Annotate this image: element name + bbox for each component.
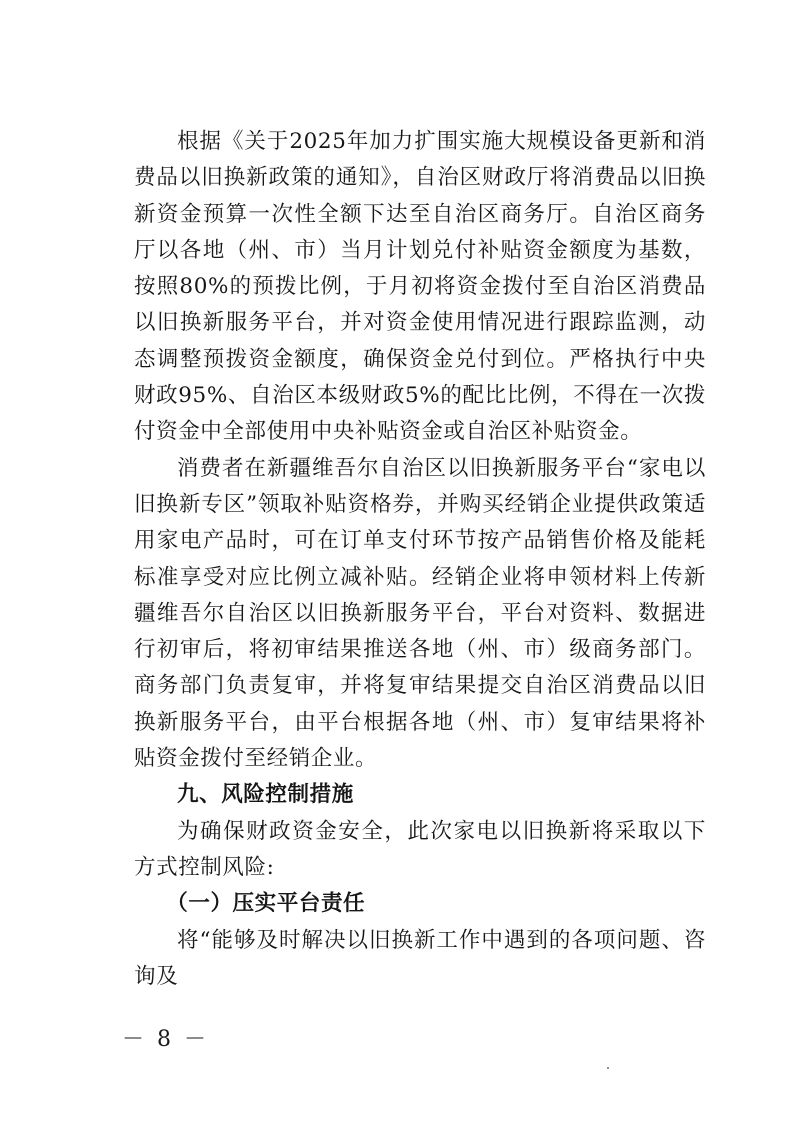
subsection-heading: （一）压实平台责任 <box>166 891 366 917</box>
scan-speck <box>607 1067 609 1069</box>
section-heading: 九、风险控制措施 <box>177 782 354 808</box>
paragraph-funding: 根据《关于2025年加力扩围实施大规模设备更新和消费品以旧换新政策的通知》，自治区财政厅将消费品以旧换新资金预算一次性全额下达至自治区商务厅。自治区商务厅以各地（州、市）当月计划兑付补贴资金额度为基数，按照80%的预拨比例，于月初将资金拨付至自治区消费品以旧换新服务平台，并对资金使用情况进行跟踪监测，动态调整预拨资金额度，确保资金兑付到位。严格执行中央财政95%、自治区本级财政5%的配比比例，不得在一次拨付资金中全部使用中央补贴资金或自治区补贴资金。 <box>134 129 706 445</box>
document-body <box>134 124 706 995</box>
section-intro: 为确保财政资金安全，此次家电以旧换新将采取以下方式控制风险: <box>134 818 706 880</box>
paragraph-subsidy-process: 消费者在新疆维吾尔自治区以旧换新服务平台“家电以旧换新专区”领取补贴资格券，并购买经销企业提供政策适用家电产品时，可在订单支付环节按产品销售价格及能耗标准享受对应比例立减补贴。经销企业将申领材料上传新疆维吾尔自治区以旧换新服务平台，平台对资料、数据进行初审后，将初审结果推送各地（州、市）级商务部门。商务部门负责复审，并将复审结果提交自治区消费品以旧换新服务平台，由平台根据各地（州、市）复审结果将补贴资金拨付至经销企业。 <box>134 455 706 772</box>
page-number: － 8 － <box>122 1027 209 1052</box>
subsection-text: 将“能够及时解决以旧换新工作中遇到的各项问题、咨询及 <box>134 927 706 989</box>
